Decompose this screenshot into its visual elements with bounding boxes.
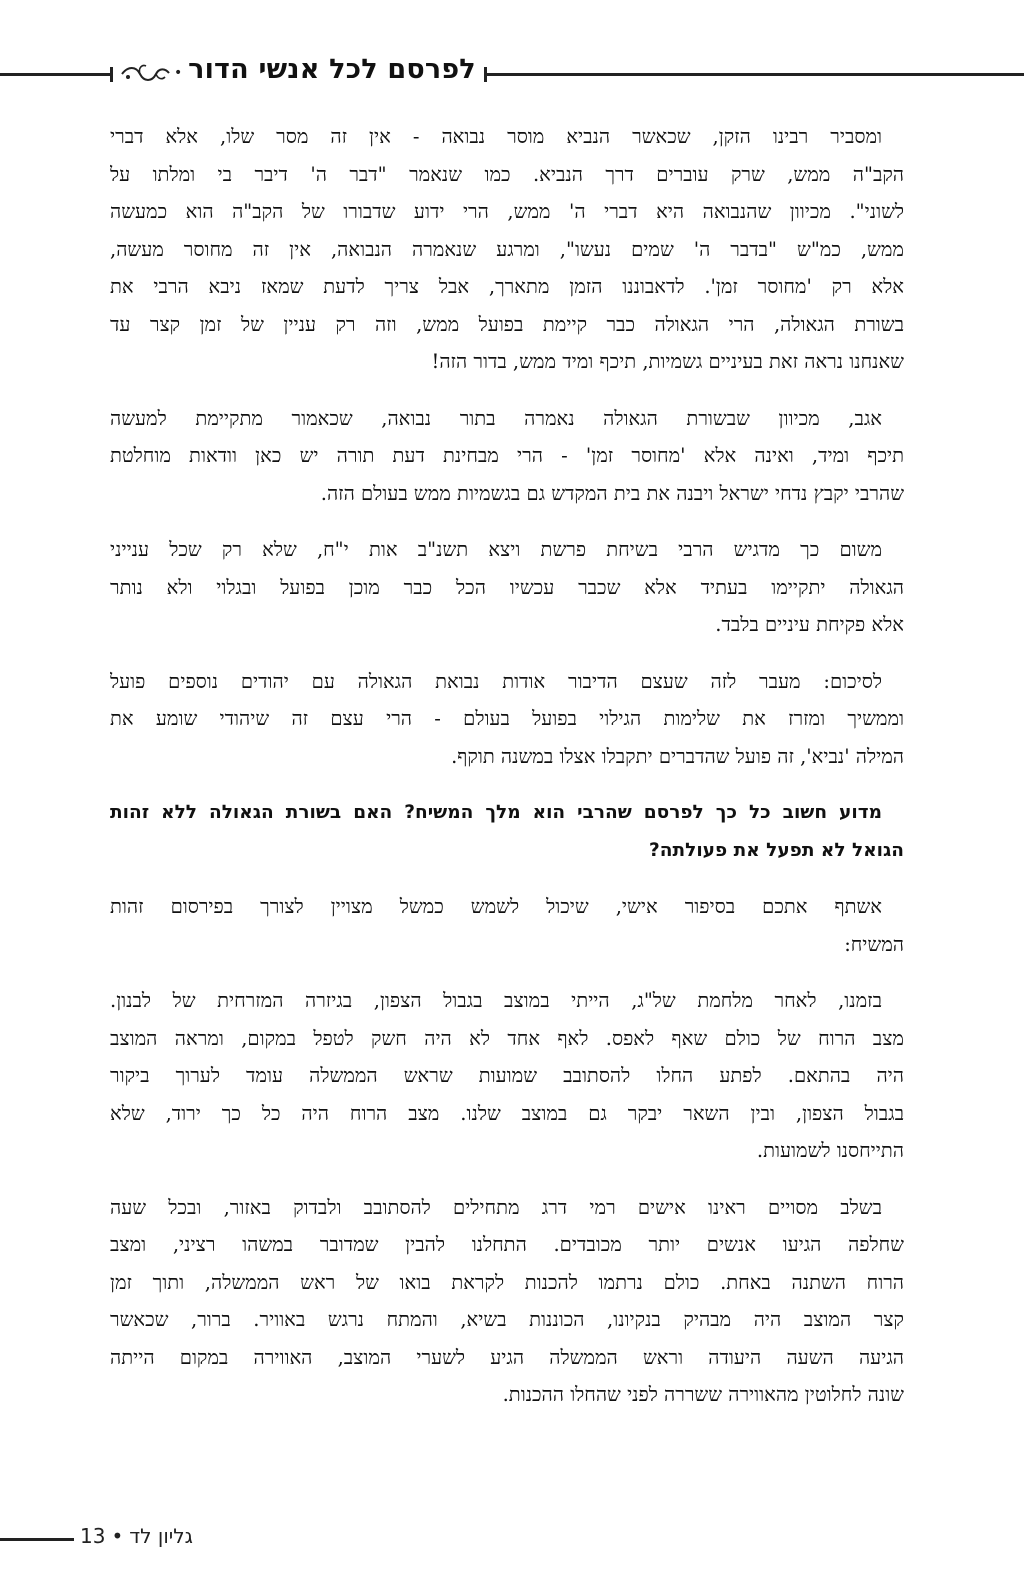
text-line: תיכף ומיד, ואינה אלא 'מחוסר זמן' - הרי מבחינת דעת תורה יש כאן וודאות מוחלטת: [110, 444, 904, 467]
text-line: הגואל לא תפעל את פעולתה?: [649, 839, 904, 861]
text-line: אלא פקיחת עיניים בלבד.: [715, 613, 904, 636]
text-line: מצב הרוח של כולם שאף לאפס. לאף אחד לא היה חשק לטפל במקום, ומראה המוצב: [110, 1026, 904, 1050]
text-line: הגיעה השעה היעודה וראש הממשלה הגיע לשערי המוצב, האווירה במקום הייתה: [110, 1345, 904, 1369]
text-line: מדוע חשוב כל כך לפרסם שהרבי הוא מלך המשיח? האם בשורת הגאולה ללא זהות: [110, 802, 882, 823]
text-line: בזמנו, לאחר מלחמת של"ג, הייתי במוצב בגבול הצפון, בגיזרה המזרחית של לבנון.: [110, 989, 882, 1012]
text-line: המילה 'נביא', זה פועל שהדברים יתקבלו אצלו במשנה תוקף.: [451, 744, 904, 768]
text-line: שאנחנו נראה זאת בעיניים גשמיות, תיכף ומיד ממש, בדור הזה!: [431, 350, 904, 373]
paragraph: [110, 888, 904, 963]
text-line: אגב, מכיוון שבשורת הגאולה נאמרה בתור נבואה, שכאמור מתקיימת למעשה: [110, 406, 882, 430]
paragraph: [110, 118, 904, 381]
text-line: שונה לחלוטין מהאווירה ששררה לפני שהחלו ההכנות.: [502, 1383, 904, 1406]
text-line: אשתף אתכם בסיפור אישי, שיכול לשמש כמשל מצויין לצורך בפירסום זהות: [110, 895, 882, 918]
running-title: לפרסם לכל אנשי הדור: [188, 54, 476, 85]
paragraph: [110, 1189, 904, 1414]
paragraph: [110, 663, 904, 776]
paragraph: [110, 531, 904, 644]
text-line: משום כך מדגיש הרבי בשיחת פרשת ויצא תשנ"ב אות י"ח, שלא רק שכל ענייני: [110, 538, 882, 561]
text-line: הגאולה יתקיימו בעתיד אלא שכבר עכשיו הכל כבר מוכן בפועל ובגלוי ולא נותר: [110, 575, 904, 599]
text-line: הרוח השתנה באחת. כולם נרתמו להכנות לקראת בואו של ראש הממשלה, ותוך זמן: [110, 1270, 904, 1294]
paragraph: [110, 982, 904, 1170]
text-line: אלא רק 'מחוסר זמן'. לדאבוננו הזמן מתארך, אבל צריך לדעת שמאז ניבא הרבי את: [110, 275, 904, 298]
text-line: ומסביר רבינו הזקן, שכאשר הנביא מוסר נבואה - אין זה מסר שלו, אלא דברי: [110, 125, 882, 148]
text-line: וממשיך ומזרז את שלימות הגילוי בפועל בעולם - הרי עצם זה שיהודי שומע את: [110, 707, 904, 730]
text-line: בגבול הצפון, ובין השאר יבקר גם במוצב שלנו. מצב הרוח היה כל כך ירוד, שלא: [110, 1101, 904, 1125]
text-line: שחלפה הגיעו אנשים יותר מכובדים. התחלנו להבין שמדובר במשהו רציני, ומצב: [110, 1233, 904, 1256]
text-line: בשלב מסויים ראינו אישים רמי דרג מתחילים להסתובב ולבדוק באזור, ובכל שעה: [110, 1195, 882, 1219]
text-line: המשיח:: [844, 932, 904, 956]
footer-rule: [0, 1538, 74, 1541]
text-line: לסיכום: מעבר לזה שעצם הדיבור אודות נבואת הגאולה עם יהודים נוספים פועל: [110, 669, 882, 693]
paragraph: [110, 400, 904, 513]
issue-label: גליון לד: [129, 1524, 193, 1548]
text-line: היה בהתאם. לפתע החלו להסתובב שמועות שראש הממשלה עומד לערוך ביקור: [110, 1064, 904, 1087]
header-separator-dot: •: [174, 65, 183, 81]
header-rule-left: [0, 73, 110, 76]
flourish-ornament-icon: [120, 60, 172, 88]
page-footer: [0, 1524, 300, 1554]
question-heading: [110, 794, 904, 869]
running-header: [0, 56, 1024, 96]
text-line: קצר המוצב היה מבהיק בנקיונו, הכוננות בשיא, והמתח נרגש באוויר. ברור, שכאשר: [110, 1308, 904, 1331]
footer-separator-dot: •: [111, 1524, 124, 1548]
folio: [80, 1524, 193, 1548]
header-rule-right: [487, 73, 1024, 76]
text-line: לשוני". מכיוון שהנבואה היא דברי ה' ממש, הרי ידוע שדבורו של הקב"ה הוא כמעשה: [110, 200, 904, 223]
article-body: [110, 118, 904, 1433]
text-line: שהרבי יקבץ נדחי ישראל ויבנה את בית המקדש גם בגשמיות ממש בעולם הזה.: [320, 481, 904, 505]
text-line: ממש, כמ"ש "בדבר ה' שמים נעשו", ומרגע שנאמרה הנבואה, אין זה מחוסר מעשה,: [110, 237, 904, 261]
text-line: בשורת הגאולה, הרי הגאולה כבר קיימת בפועל ממש, וזה רק עניין של זמן קצר עד: [110, 312, 904, 336]
text-line: התייחסנו לשמועות.: [756, 1139, 904, 1162]
text-line: הקב"ה ממש, שרק עוברים דרך הנביא. כמו שנאמר "דבר ה' דיבר בי ומלתו על: [110, 162, 904, 186]
page-number: 13: [80, 1524, 106, 1548]
header-rule-end-mark: [110, 67, 113, 82]
